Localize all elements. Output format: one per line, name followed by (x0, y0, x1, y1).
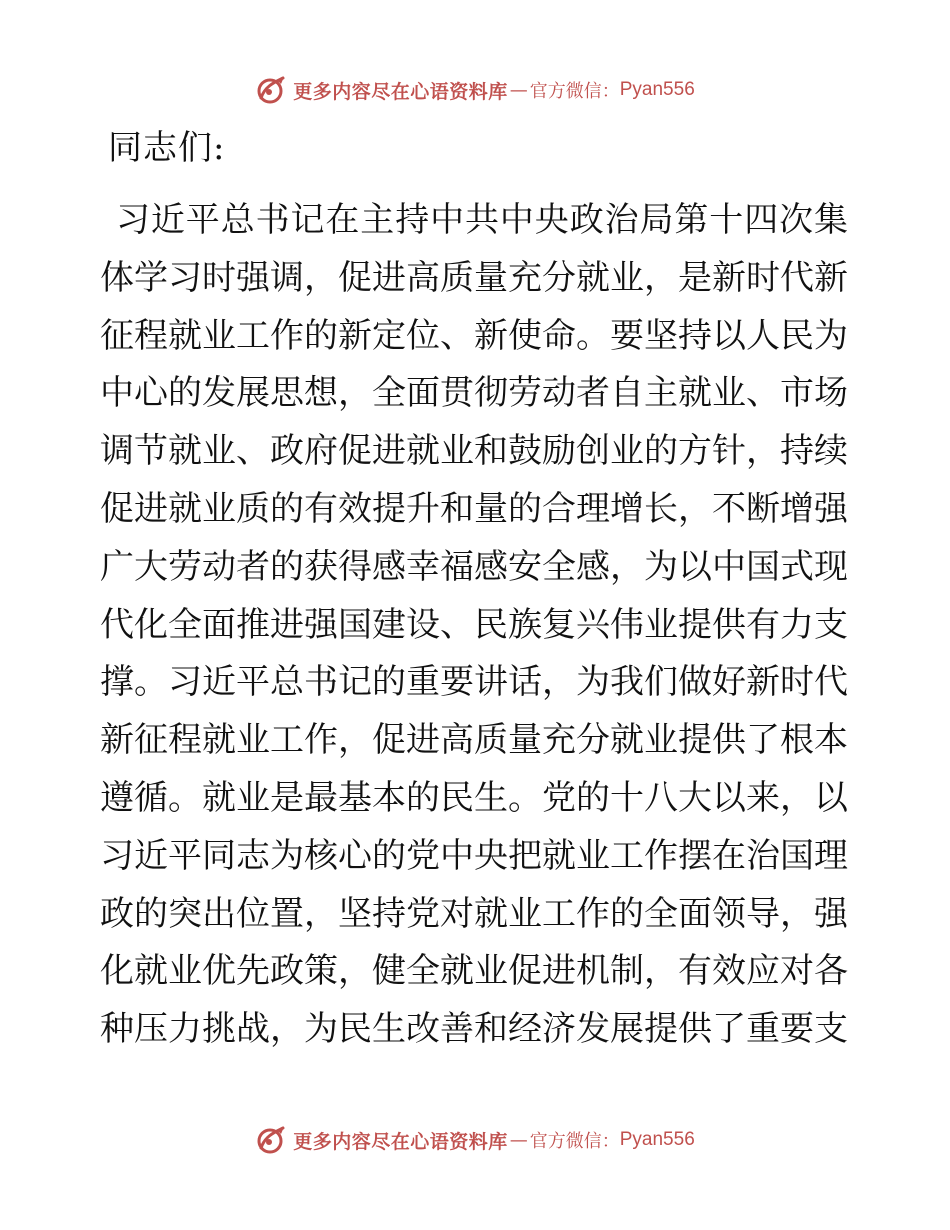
salutation: 同志们: (108, 128, 226, 168)
text-line: 调节就业、政府促进就业和鼓励创业的方针，持续 (100, 431, 848, 472)
watermark-wechat-id: Pyan556 (619, 1129, 695, 1150)
watermark-wechat-label: 官方微信： (529, 1131, 620, 1152)
watermark-dash: — (509, 1129, 528, 1151)
watermark-site-name: 更多内容尽在心语资料库 (293, 80, 508, 103)
text-line: 促进就业质的有效提升和量的合理增长，不断增强 (100, 488, 848, 529)
watermark-site-name: 更多内容尽在心语资料库 (293, 1130, 508, 1153)
text-line: 新征程就业工作，促进高质量充分就业提供了根本 (100, 720, 848, 761)
text-line: 体学习时强调，促进高质量充分就业，是新时代新 (100, 257, 848, 298)
text-line: 撑。习近平总书记的重要讲话，为我们做好新时代 (100, 662, 848, 703)
watermark-dash: — (509, 79, 528, 101)
watermark-wechat-id: Pyan556 (619, 79, 695, 100)
text-line: 代化全面推进强国建设、民族复兴伟业提供有力支 (100, 604, 848, 645)
body-paragraph (100, 192, 860, 1059)
pen-swirl-logo-icon (255, 1124, 287, 1156)
text-line: 征程就业工作的新定位、新使命。要坚持以人民为 (100, 315, 848, 356)
text-line: 中心的发展思想，全面贯彻劳动者自主就业、市场 (100, 373, 848, 414)
watermark-wechat-label: 官方微信： (529, 81, 620, 102)
text-line: 政的突出位置，坚持党对就业工作的全面领导，强 (100, 893, 848, 934)
text-line: 广大劳动者的获得感幸福感安全感，为以中国式现 (100, 546, 848, 587)
text-line: 习近平同志为核心的党中央把就业工作摆在治国理 (100, 835, 848, 876)
text-line: 化就业优先政策，健全就业促进机制，有效应对各 (100, 951, 848, 992)
text-line: 种压力挑战，为民生改善和经济发展提供了重要支 (100, 1009, 848, 1050)
footer-watermark (0, 1123, 950, 1157)
text-line: 遵循。就业是最基本的民生。党的十八大以来，以 (100, 777, 848, 818)
text-line: 习近平总书记在主持中共中央政治局第十四次集 (116, 200, 848, 240)
